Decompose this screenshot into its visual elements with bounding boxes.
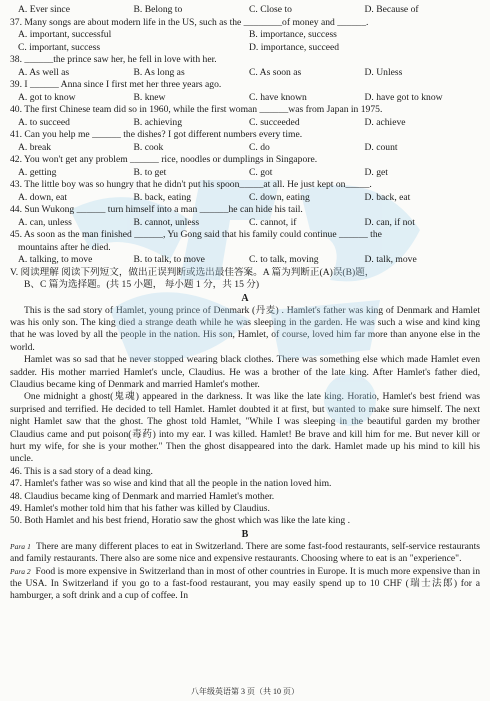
answer-option: B. achieving <box>133 116 182 128</box>
statement-49: 49. Hamlet's mother told him that his father was killed by Claudius. <box>10 503 270 514</box>
option-row <box>10 29 480 42</box>
question-text-continued: mountains after he died. <box>18 241 111 253</box>
question-item <box>10 17 480 55</box>
section-heading-line1: V. 阅读理解 阅读下列短文，做出正误判断或选出最佳答案。A 篇为判断正(A)误(B)题， <box>10 266 375 278</box>
answer-option: C. As soon as <box>249 66 302 78</box>
page-footer: 八年级英语第 3 页（共 10 页） <box>191 687 299 696</box>
true-false-statements <box>10 466 480 528</box>
question-number: 45. <box>10 229 22 240</box>
question-stem <box>10 154 480 167</box>
q36-option-a: A. Ever since <box>18 4 70 15</box>
passage-b-para-1 <box>10 541 480 566</box>
question-text: You won't get any problem ______ rice, noodles or dumplings in Singapore. <box>24 154 318 165</box>
q36-option-d: D. Because of <box>364 4 419 15</box>
passage-a-body <box>10 305 480 466</box>
answer-option: C. cannot, if <box>249 216 297 228</box>
option-row <box>10 167 480 180</box>
answer-option: C. got <box>249 166 273 178</box>
statement-46: 46. This is a sad story of a dead king. <box>10 465 153 477</box>
answer-option: D. back, eat <box>364 191 411 203</box>
question-stem <box>10 179 480 192</box>
question-item <box>10 104 480 129</box>
answer-option: C. down, eating <box>249 191 310 203</box>
question-text: The little boy was so hungry that he didn't put his spoon_____at all. He just kept on_____. <box>24 179 372 190</box>
passage-a-para: This is the sad story of Hamlet, young prince of Denmark (丹麦) . Hamlet's father was king of Denmark and Hamlet was his only son. The king died a strange death while he was sleeping in the garden. He was such a wise and kind king that he was loved by all the people in the nation. His son, Hamlet, of course, loved him far more than anyone else in the world. <box>10 304 480 353</box>
answer-option: D. get <box>364 166 388 178</box>
question-stem <box>10 204 480 217</box>
question-number: 39. <box>10 79 22 90</box>
answer-option: A. As well as <box>18 66 70 78</box>
question-number: 44. <box>10 204 22 215</box>
answer-option: D. Unless <box>364 66 403 78</box>
question-text: ______the prince saw her, he fell in love with her. <box>24 54 217 65</box>
question-item <box>10 54 480 79</box>
answer-option: B. cannot, unless <box>133 216 200 228</box>
answer-option: D. achieve <box>364 116 406 128</box>
q36-option-c: C. Close to <box>249 4 292 15</box>
question-stem <box>10 229 480 242</box>
answer-option: B. to get <box>133 166 167 178</box>
option-row <box>10 42 480 55</box>
answer-option: C. important, success <box>18 41 101 53</box>
answer-option: D. talk, move <box>364 254 417 265</box>
q36-options <box>10 4 480 17</box>
para-2-label: Para 2 <box>10 566 31 576</box>
passage-b-para-2 <box>10 566 480 603</box>
statement-50: 50. Both Hamlet and his best friend, Horatio saw the ghost which was like the late king . <box>10 515 350 527</box>
section-heading-line2: B、C 篇为选择题。(共 15 小题， 每小题 1 分，共 15 分) <box>24 279 260 290</box>
answer-option: C. do <box>249 141 270 153</box>
question-stem <box>10 54 480 67</box>
answer-option: D. have got to know <box>364 91 443 103</box>
option-row <box>10 217 480 230</box>
question-stem <box>10 79 480 92</box>
question-text: Many songs are about modern life in the US, such as the ________of money and ______. <box>24 16 369 28</box>
answer-option: B. cook <box>133 141 164 153</box>
question-stem <box>10 129 480 142</box>
para-1-label: Para 1 <box>10 541 31 551</box>
question-item <box>10 154 480 179</box>
question-text: As soon as the man finished ______, Yu Gong said that his family could continue ______ the <box>23 229 382 240</box>
question-item <box>10 229 480 267</box>
q36-option-b: B. Belong to <box>133 4 183 15</box>
passage-b-label: B <box>241 528 249 540</box>
answer-option: D. can, if not <box>364 216 415 228</box>
answer-option: C. succeeded <box>249 116 300 128</box>
answer-option: C. have known <box>249 91 307 103</box>
question-text: Can you help me ______ the dishes? I got different numbers every time. <box>24 129 303 140</box>
answer-option: B. knew <box>133 91 166 103</box>
question-stem <box>10 17 480 30</box>
answer-option: B. As long as <box>133 66 185 78</box>
answer-option: A. can, unless <box>18 216 72 228</box>
answer-option: B. importance, success <box>249 29 337 40</box>
answer-option: A. got to know <box>18 91 76 103</box>
question-number: 41. <box>10 129 22 140</box>
option-row <box>10 117 480 130</box>
answer-option: A. to succeed <box>18 116 70 128</box>
option-row <box>10 192 480 205</box>
passage-a-label: A <box>241 292 249 304</box>
question-number: 42. <box>10 154 22 165</box>
option-row <box>10 92 480 105</box>
answer-option: C. to talk, moving <box>249 254 319 265</box>
question-item <box>10 129 480 154</box>
statement-48: 48. Claudius became king of Denmark and married Hamlet's mother. <box>10 490 275 502</box>
question-text: The first Chinese team did so in 1960, while the first woman ______was from Japan in 1975. <box>24 104 383 115</box>
question-number: 38. <box>10 54 22 65</box>
question-text: I ______ Anna since I first met her three years ago. <box>24 79 222 90</box>
question-list <box>10 17 480 267</box>
answer-option: A. important, successful <box>18 29 112 40</box>
answer-option: A. down, eat <box>18 191 68 203</box>
question-item <box>10 204 480 229</box>
question-number: 43. <box>10 179 22 190</box>
option-row <box>10 142 480 155</box>
answer-option: A. talking, to move <box>18 254 93 265</box>
answer-option: B. to talk, to move <box>133 254 205 265</box>
answer-option: A. break <box>18 141 52 153</box>
question-stem <box>10 104 480 117</box>
answer-option: D. importance, succeed <box>249 41 340 53</box>
question-item <box>10 79 480 104</box>
question-text: Sun Wukong ______ turn himself into a man ______he can hide his tail. <box>24 204 303 215</box>
option-row <box>10 67 480 80</box>
question-number: 37. <box>10 16 22 28</box>
question-number: 40. <box>10 104 22 115</box>
para-2-text: Food is more expensive in Switzerland than in most of other countries in Europe. It is much more expensive than in the USA. In Switzerland if you go to a fast-food restaurant, you may easily spend up to 10 CHF (瑞士法郎) for a hamburger, a soft drink and a cup of coffee. In <box>10 565 481 602</box>
option-row <box>10 254 480 267</box>
answer-option: B. back, eating <box>133 191 192 203</box>
answer-option: A. getting <box>18 166 57 178</box>
passage-a-para: Hamlet was so sad that he never stopped wearing black clothes. There was something else which made Hamlet even sadder. His mother married Hamlet's uncle, Claudius. He was a brother of the late king. After Hamlet's father died, Claudius became king of Denmark and married Hamlet's mother. <box>10 354 480 390</box>
statement-47: 47. Hamlet's father was so wise and kind that all the people in the nation loved him. <box>10 478 332 490</box>
passage-a-para: One midnight a ghost(鬼魂) appeared in the darkness. It was like the late king. Horatio, Hamlet's best friend was surprised and terrified. He decided to tell Hamlet. Hamlet doubted it at first, but wanted to make sure himself. The next night Hamlet saw that the ghost. The ghost told Hamlet, "While I was sleeping in the beautiful garden my brother Claudius came and put poison(毒药) into my ear. I was killed. Hamlet! Be brave and kill him for me. But never kill or hurt my wife, for she is your mother." Then the ghost disappeared into the dark. Hamlet made up his mind to kill his uncle. <box>10 391 480 465</box>
question-item <box>10 179 480 204</box>
para-1-text: There are many different places to eat in Switzerland. There are some fast-food restaurants, self-service restaurants and family restaurants. There also are some nice and expensive restaurants. Choosing where to eat is an "experience". <box>10 540 481 565</box>
answer-option: D. count <box>364 141 398 153</box>
